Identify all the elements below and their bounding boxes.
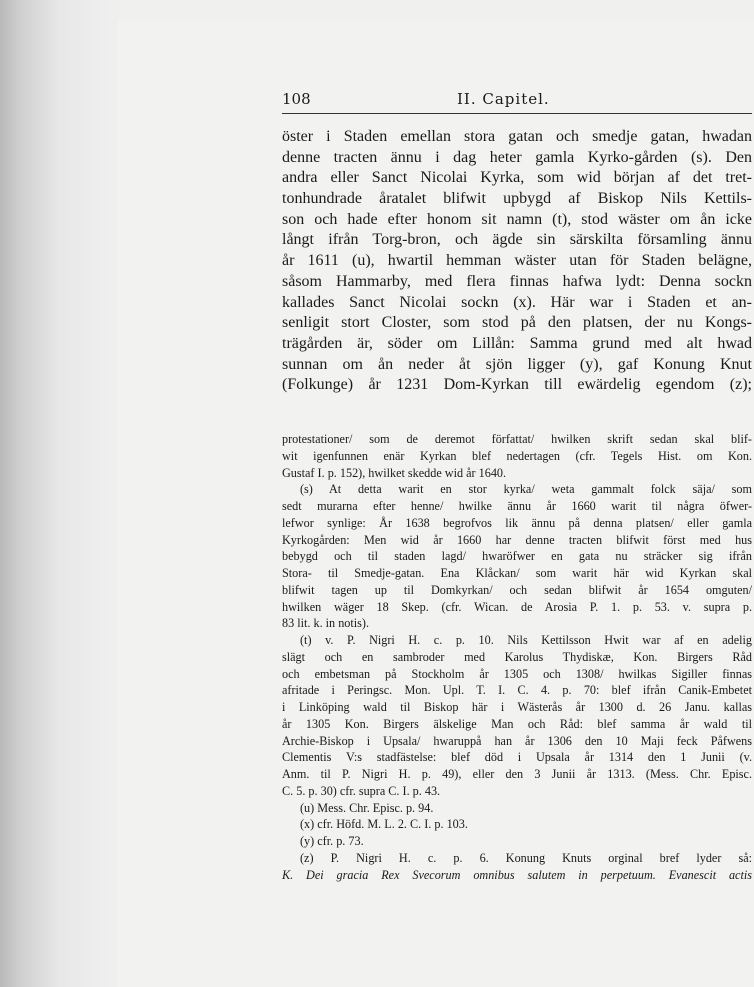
footnote-line: Anm. til P. Nigri H. p. 49), eller den 3 Junii år 1313. (Mess. Chr. Episc. xyxy=(282,767,752,781)
footnote-line: i Linköping wald til Biskop här i Wästerås år 1300 d. 26 Janu. kallas xyxy=(282,700,752,714)
footnote-line: (x) cfr. Höfd. M. L. 2. C. I. p. 103. xyxy=(300,817,468,832)
footnote-line: (u) Mess. Chr. Episc. p. 94. xyxy=(300,800,434,815)
footnote-line: och embetsman på Stockholm år 1305 och 1308/ hwilkas Sigiller finnas xyxy=(282,666,752,681)
page-number: 108 xyxy=(282,90,311,108)
text-line: denne tracten ännu i dag heter gamla Kyrko-gården (s). Den xyxy=(282,148,752,166)
footnote-line: Clementis V:s stadfästelse: blef död i Upsala år 1314 den 1 Junii (v. xyxy=(282,750,752,765)
footnote-line: (y) cfr. p. 73. xyxy=(300,834,364,848)
footnote-line: hwilken wäger 18 Skep. (cfr. Wican. de Arosia P. 1. p. 53. v. supra p. xyxy=(282,599,752,614)
footnote-line: Kyrkogården: Men wid år 1660 har denne tracten blifwit först med hus xyxy=(282,532,752,547)
footnote-line: C. 5. p. 30) cfr. supra C. I. p. 43. xyxy=(282,783,441,798)
page-header xyxy=(282,90,752,110)
footnote-line: år 1305 Kon. Birgers älskelige Man och Råd: blef samma år wald til xyxy=(282,716,752,731)
text-line: trägården är, söder om Lillån: Samma grund med alt hwad xyxy=(282,334,752,352)
footnote-line: Stora- til Smedje-gatan. Ena Klåckan/ som warit här wid Kyrkan skal xyxy=(282,566,752,580)
footnote-line: sedt murarna efter henne/ hwilke ännu år 1660 warit til några öfwer- xyxy=(282,499,752,513)
footnote-line: K. Dei gracia Rex Svecorum omnibus salutem in perpetuum. Evanescit actis xyxy=(282,867,752,882)
text-line: son och hade efter honom sit namn (t), stod wäster om ån icke xyxy=(282,210,752,228)
footnote-line: (t) v. P. Nigri H. c. p. 10. Nils Kettilsson Hwit war af en adelig xyxy=(300,633,752,647)
main-text xyxy=(282,127,752,396)
text-line: sunnan om ån neder åt sjön ligger (y), gaf Konung Knut xyxy=(282,355,752,373)
footnote-line: bebygd och til staden lagd/ hwaröfwer en gata nu sträcker sig ifrån xyxy=(282,549,752,564)
footnote-line: afritade i Peringsc. Mon. Upl. T. I. C. 4. p. 70: blef ifrån Canik-Embetet xyxy=(282,683,752,698)
footnote-line: wit igenfunnen enär Kyrkan blef nedertagen (cfr. Tegels Hist. om Kon. xyxy=(282,448,752,463)
chapter-title: II. Capitel. xyxy=(457,90,550,108)
text-line: såsom Hammarby, med flera finnas hafwa lydt: Denna sockn xyxy=(282,272,752,290)
text-line: långt ifrån Torg-bron, och ägde sin särskilta församling ännu xyxy=(282,231,752,249)
text-line: år 1611 (u), hwartil hemman wäster utan för Staden belägne, xyxy=(282,252,752,270)
footnote-line: protestationer/ som de deremot författat/ hwilken skrift sedan skal blif- xyxy=(282,432,752,446)
footnote-line: blifwit tagen up til Domkyrkan/ och sedan blifwit år 1654 omguten/ xyxy=(282,582,752,597)
text-line: kallades Sanct Nicolai sockn (x). Här war i Staden et an- xyxy=(282,293,752,311)
text-line: andra eller Sanct Nicolai Kyrka, som wid början af det tret- xyxy=(282,169,752,187)
footnote-line: Gustaf I. p. 152), hwilket skedde wid år 1640. xyxy=(282,465,507,480)
text-line: senligit stort Closter, som stod på den platsen, der nu Kongs- xyxy=(282,314,752,332)
footnote-line: slägt och en sambroder med Karolus Thydiskæ, Kon. Birgers Råd xyxy=(282,649,752,664)
header-rule xyxy=(282,113,752,114)
text-line: öster i Staden emellan stora gatan och smedje gatan, hwadan xyxy=(282,128,752,145)
footnote-line: lefwor synlige: År 1638 begrofvos lik ännu på denna platsen/ eller gamla xyxy=(282,515,752,530)
footnotes xyxy=(282,431,752,883)
footnote-line: (z) P. Nigri H. c. p. 6. Konung Knuts orginal bref lyder så: xyxy=(300,850,752,865)
footnote-line: 83 lit. k. in notis). xyxy=(282,616,370,631)
footnote-line: Archie-Biskop i Upsala/ hwaruppå han år 1306 den 10 Maji feck Påfwens xyxy=(282,733,752,748)
footnote-line: (s) At detta warit en stor kyrka/ weta gammalt folck säja/ som xyxy=(300,482,752,497)
text-line: tonhundrade åratalet blifwit upbygd af Biskop Nils Kettils- xyxy=(282,190,752,208)
text-line: (Folkunge) år 1231 Dom-Kyrkan till ewärdelig egendom (z); xyxy=(282,376,752,394)
